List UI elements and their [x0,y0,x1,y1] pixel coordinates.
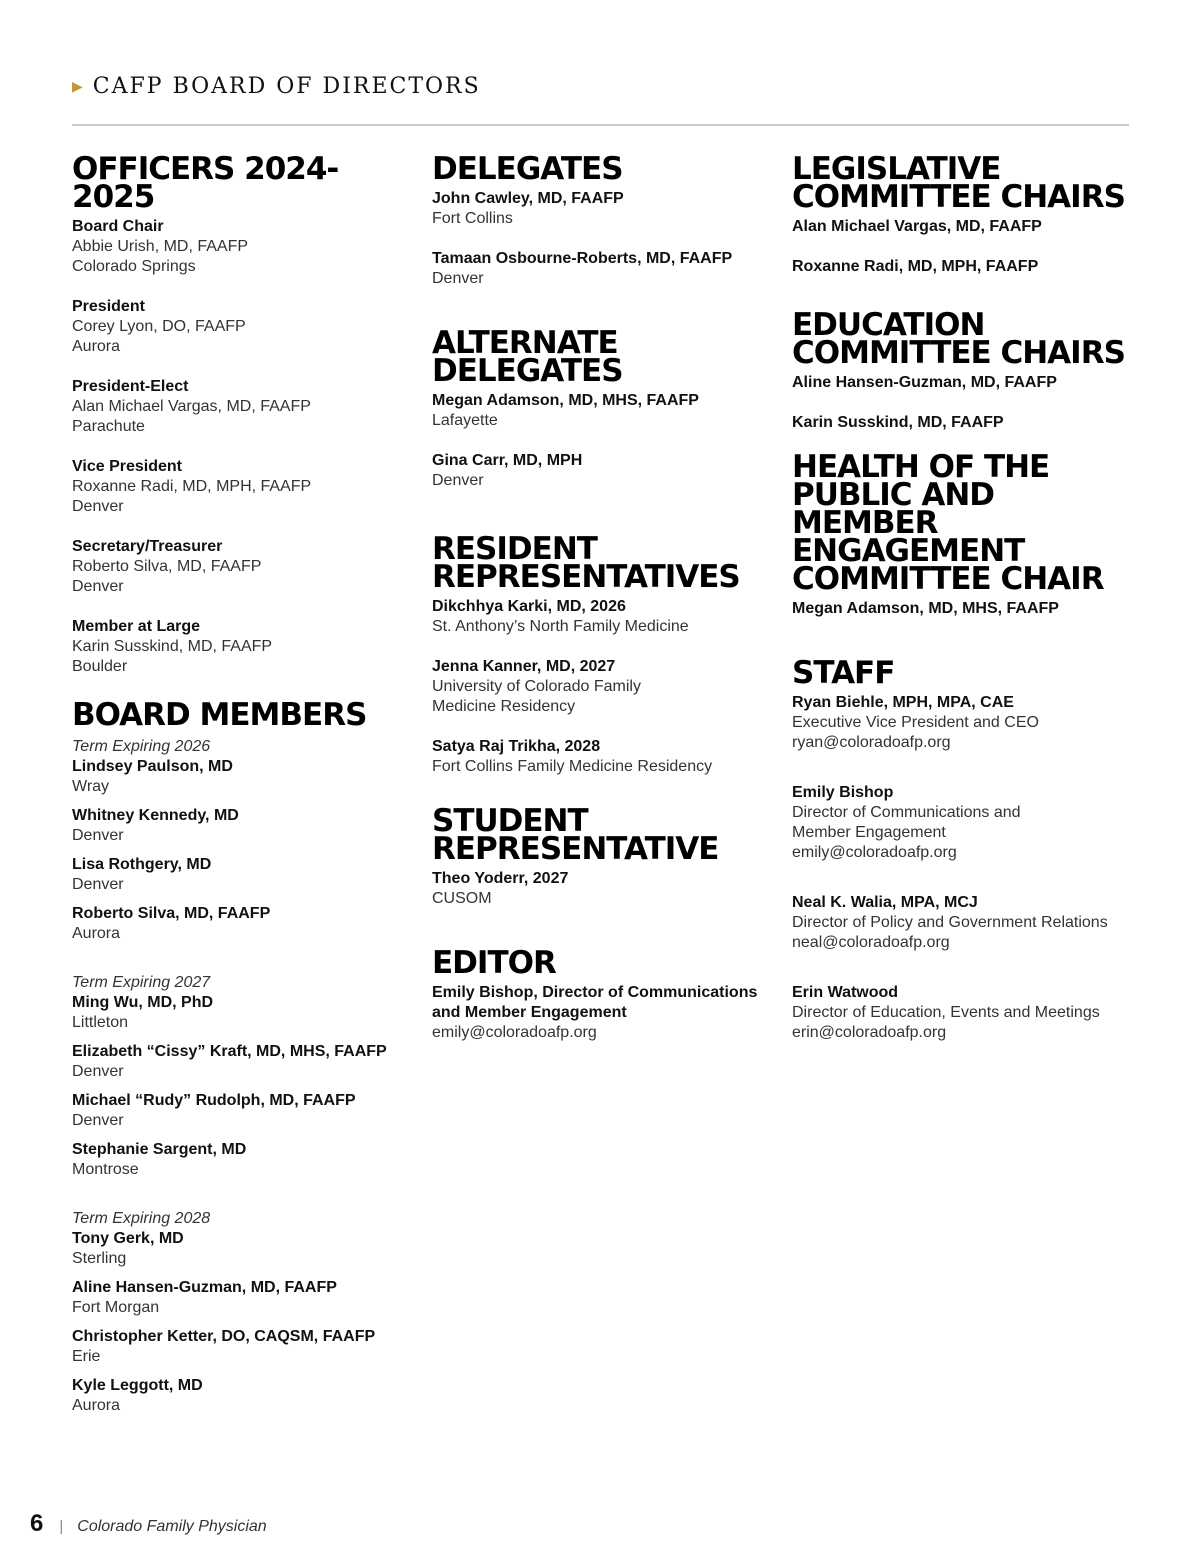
member-entry [72,1229,412,1269]
officer-entry [72,297,412,357]
heading-line: REPRESENTATIVE [432,831,719,867]
staff-entry [792,693,1132,753]
officer-city: Denver [72,578,124,595]
member-entry [72,993,412,1033]
member-city: Denver [72,1112,124,1129]
page-footer [30,1510,267,1538]
staff-entry [792,893,1132,953]
delegate-city: Fort Collins [432,210,513,227]
member-name: Aline Hansen-Guzman, MD, FAAFP [72,1279,337,1296]
education-chair [792,413,1132,433]
officer-role: President [72,298,145,315]
alternate-delegate-name: Gina Carr, MD, MPH [432,452,583,469]
officer-name: Corey Lyon, DO, FAAFP [72,318,246,335]
page-header [72,70,1129,102]
triangle-bullet-icon: ▶ [72,78,83,94]
officer-entry [72,377,412,437]
section-title: CAFP BOARD OF DIRECTORS [92,73,481,99]
heading-line: REPRESENTATIVES [432,559,740,595]
member-city: Aurora [72,925,121,942]
alternate-delegate-name: Megan Adamson, MD, MHS, FAAFP [432,392,699,409]
resident-entry [432,597,772,637]
heading-line: COMMITTEE CHAIRS [792,179,1125,215]
health-public-chair [792,599,1132,619]
member-name: Kyle Leggott, MD [72,1377,203,1394]
student-representative-heading [432,803,772,867]
member-entry [72,1327,412,1367]
officer-role: Vice President [72,458,182,475]
heading-line: COMMITTEE CHAIR [792,561,1104,597]
resident-entry [432,657,772,717]
alternate-delegate-entry [432,391,772,431]
education-heading [792,307,1132,371]
student-school: CUSOM [432,890,492,907]
column-committees-staff [792,151,1132,1043]
term-label: Term Expiring 2026 [72,738,211,755]
staff-title: Director of Education, Events and Meetings [792,1004,1100,1021]
student-name: Theo Yoderr, 2027 [432,870,569,887]
education-chair [792,373,1132,393]
officers-heading: OFFICERS 2024-2025 [72,151,339,215]
heading-line: PUBLIC AND MEMBER [792,477,995,541]
member-entry [72,1140,412,1180]
member-city: Denver [72,827,124,844]
delegate-name: John Cawley, MD, FAAFP [432,190,624,207]
member-name: Ming Wu, MD, PhD [72,994,214,1011]
resident-representatives-heading [432,531,772,595]
delegates-heading: DELEGATES [432,151,623,187]
term-label: Term Expiring 2027 [72,974,211,991]
member-entry [72,855,412,895]
delegate-name: Tamaan Osbourne-Roberts, MD, FAAFP [432,250,733,267]
editor-email: emily@coloradoafp.org [432,1024,597,1041]
editor-entry [432,983,772,1043]
health-public-heading [792,449,1132,597]
officer-city: Boulder [72,658,128,675]
member-entry [72,806,412,846]
board-members-heading: BOARD MEMBERS [72,697,367,733]
officer-entry [72,457,412,517]
member-name: Stephanie Sargent, MD [72,1141,247,1158]
member-city: Wray [72,778,110,795]
column-officers-board [72,151,412,1416]
officer-name: Alan Michael Vargas, MD, FAAFP [72,398,311,415]
officer-name: Roxanne Radi, MD, MPH, FAAFP [72,478,312,495]
staff-title: Director of Policy and Government Relations [792,914,1108,931]
resident-program: St. Anthony’s North Family Medicine [432,618,689,635]
member-city: Montrose [72,1161,139,1178]
alternate-delegate-city: Lafayette [432,412,498,429]
member-name: Lindsey Paulson, MD [72,758,233,775]
staff-name: Ryan Biehle, MPH, MPA, CAE [792,694,1014,711]
member-city: Littleton [72,1014,129,1031]
member-city: Fort Morgan [72,1299,160,1316]
delegate-entry [432,249,772,289]
legislative-chair [792,257,1132,277]
chair-name: Aline Hansen-Guzman, MD, FAAFP [792,374,1057,391]
officer-role: Secretary/Treasurer [72,538,223,555]
column-delegates [432,151,772,1043]
member-entry [72,1376,412,1416]
staff-entry [792,783,1132,863]
officer-name: Karin Susskind, MD, FAAFP [72,638,273,655]
legislative-chair [792,217,1132,237]
member-city: Sterling [72,1250,127,1267]
heading-line: RESIDENT [432,531,597,567]
officer-role: Board Chair [72,218,164,235]
delegate-city: Denver [432,270,484,287]
member-entry [72,904,412,944]
student-entry [432,869,772,909]
officer-entry [72,537,412,597]
publication-name: Colorado Family Physician [77,1518,267,1535]
member-entry [72,757,412,797]
staff-name: Emily Bishop [792,784,894,801]
officer-name: Roberto Silva, MD, FAAFP [72,558,262,575]
staff-title: Member Engagement [792,824,946,841]
member-name: Michael “Rudy” Rudolph, MD, FAAFP [72,1092,356,1109]
chair-name: Karin Susskind, MD, FAAFP [792,414,1004,431]
staff-email: neal@coloradoafp.org [792,934,950,951]
heading-line: EDUCATION [792,307,985,343]
officer-role: President-Elect [72,378,189,395]
officer-name: Abbie Urish, MD, FAAFP [72,238,249,255]
member-entry [72,1042,412,1082]
member-city: Aurora [72,1397,121,1414]
editor-name: Emily Bishop, Director of Communications [432,984,758,1001]
officer-city: Colorado Springs [72,258,196,275]
officer-role: Member at Large [72,618,201,635]
member-name: Elizabeth “Cissy” Kraft, MD, MHS, FAAFP [72,1043,387,1060]
heading-line: LEGISLATIVE [792,151,1001,187]
officer-entry [72,217,412,277]
member-name: Lisa Rothgery, MD [72,856,212,873]
resident-name: Satya Raj Trikha, 2028 [432,738,601,755]
editor-name: and Member Engagement [432,1004,627,1021]
term-label: Term Expiring 2028 [72,1210,211,1227]
staff-title: Director of Communications and [792,804,1021,821]
alternate-delegates-heading: ALTERNATE DELEGATES [432,325,623,389]
officer-entry [72,617,412,677]
footer-separator: | [59,1518,64,1535]
heading-line: HEALTH OF THE [792,449,1050,485]
member-city: Denver [72,1063,124,1080]
officer-city: Parachute [72,418,145,435]
officer-city: Aurora [72,338,121,355]
staff-entry [792,983,1132,1043]
member-name: Whitney Kennedy, MD [72,807,239,824]
alternate-delegate-entry [432,451,772,491]
resident-program: Fort Collins Family Medicine Residency [432,758,713,775]
heading-line: ENGAGEMENT [792,533,1025,569]
heading-line: STUDENT [432,803,588,839]
chair-name: Roxanne Radi, MD, MPH, FAAFP [792,258,1039,275]
member-city: Erie [72,1348,101,1365]
resident-entry [432,737,772,777]
officer-city: Denver [72,498,124,515]
heading-line: COMMITTEE CHAIRS [792,335,1125,371]
member-name: Tony Gerk, MD [72,1230,184,1247]
header-divider [72,124,1129,126]
legislative-heading [792,151,1132,215]
member-city: Denver [72,876,124,893]
member-entry [72,1278,412,1318]
staff-heading: STAFF [792,655,895,691]
member-name: Roberto Silva, MD, FAAFP [72,905,271,922]
resident-program: University of Colorado Family [432,678,641,695]
member-name: Christopher Ketter, DO, CAQSM, FAAFP [72,1328,376,1345]
delegate-entry [432,189,772,229]
alternate-delegate-city: Denver [432,472,484,489]
resident-program: Medicine Residency [432,698,576,715]
staff-name: Erin Watwood [792,984,899,1001]
staff-title: Executive Vice President and CEO [792,714,1039,731]
member-entry [72,1091,412,1131]
staff-email: ryan@coloradoafp.org [792,734,951,751]
chair-name: Megan Adamson, MD, MHS, FAAFP [792,600,1059,617]
page-number: 6 [30,1510,44,1537]
staff-email: emily@coloradoafp.org [792,844,957,861]
chair-name: Alan Michael Vargas, MD, FAAFP [792,218,1042,235]
staff-name: Neal K. Walia, MPA, MCJ [792,894,978,911]
editor-heading: EDITOR [432,945,556,981]
staff-email: erin@coloradoafp.org [792,1024,947,1041]
resident-name: Dikchhya Karki, MD, 2026 [432,598,626,615]
resident-name: Jenna Kanner, MD, 2027 [432,658,616,675]
